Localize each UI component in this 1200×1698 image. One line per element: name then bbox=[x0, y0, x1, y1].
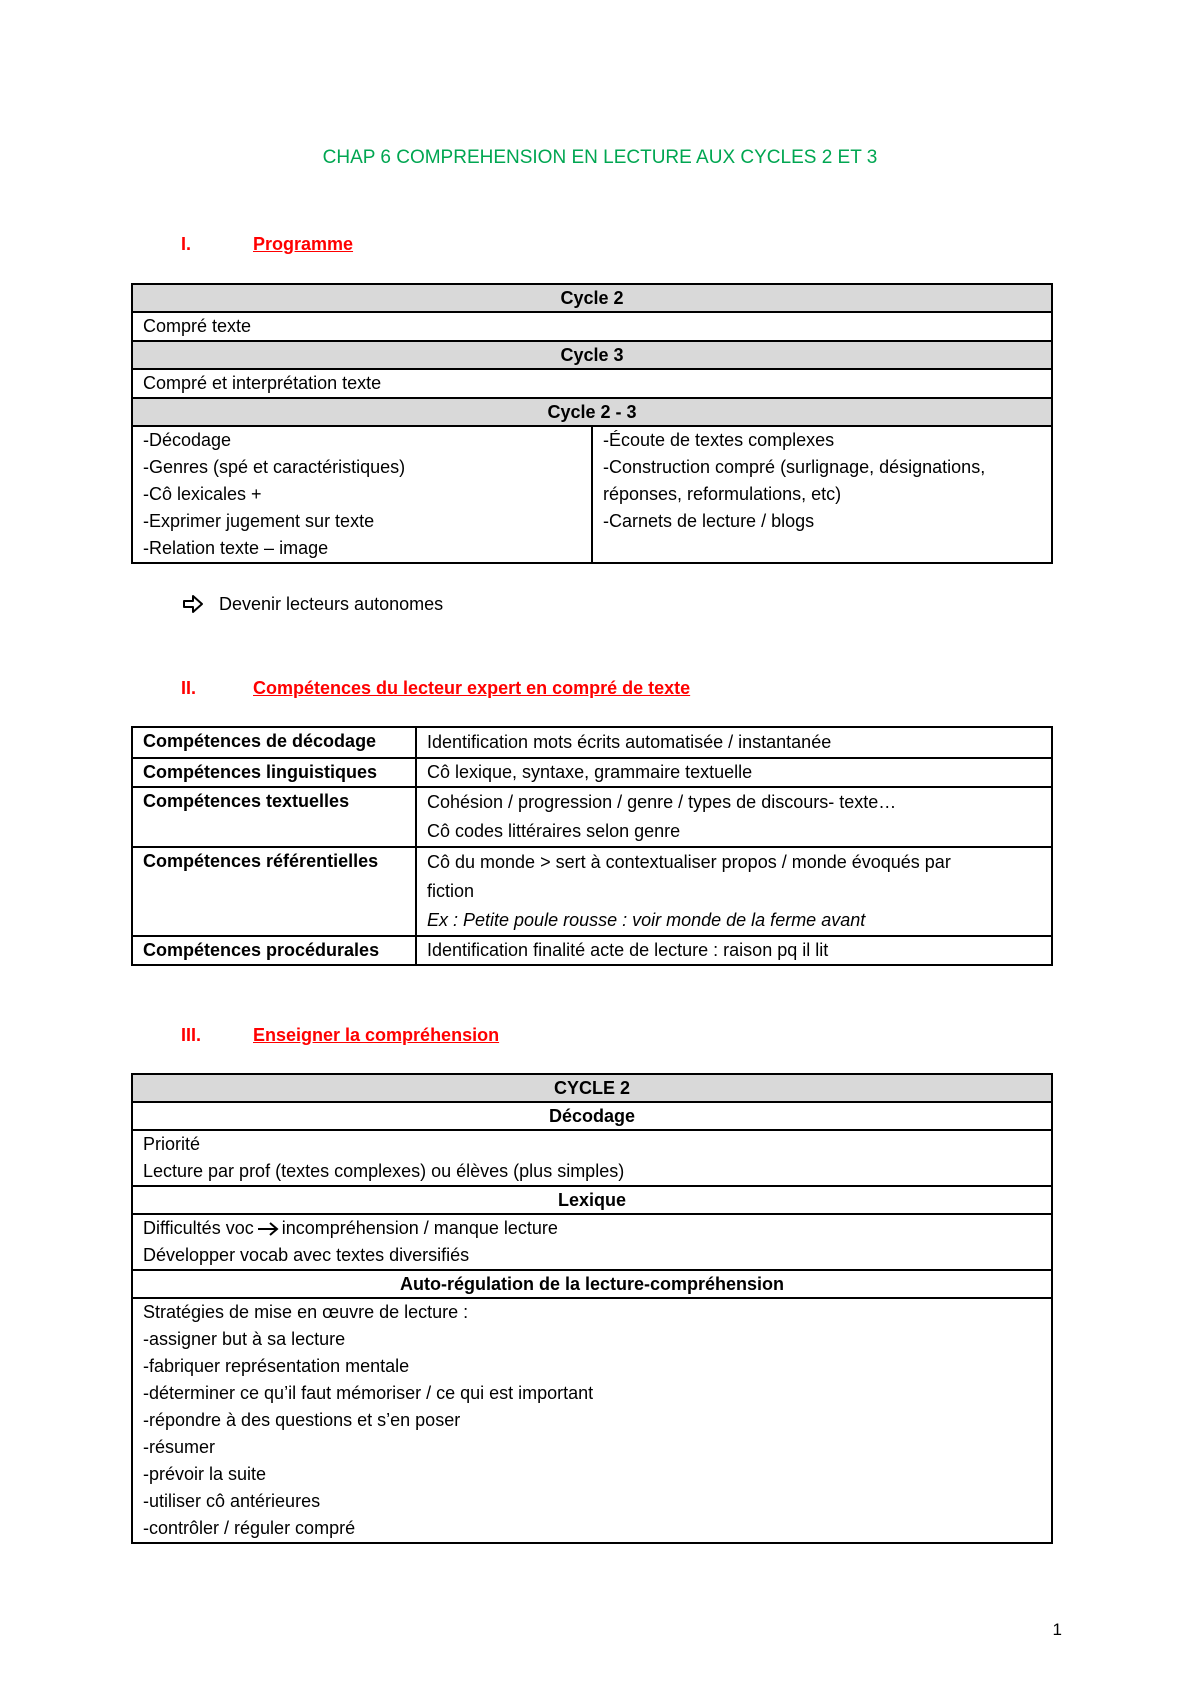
cycle2-table-header: CYCLE 2 bbox=[133, 1075, 1051, 1103]
list-item: -Carnets de lecture / blogs bbox=[603, 511, 815, 531]
competence-description bbox=[417, 759, 1051, 786]
cycle2-teaching-table bbox=[131, 1073, 1053, 1544]
cycle3-text: Compré et interprétation texte bbox=[133, 370, 1051, 399]
content-line: -utiliser cô antérieures bbox=[143, 1491, 321, 1511]
competence-name: Compétences référentielles bbox=[133, 848, 417, 935]
decodage-content bbox=[133, 1131, 1051, 1187]
competence-name: Compétences linguistiques bbox=[133, 759, 417, 786]
description-line: fiction bbox=[427, 881, 475, 901]
arrow-right-icon bbox=[257, 1222, 279, 1236]
list-item: -Construction compré (surlignage, désignations, bbox=[603, 457, 986, 477]
competence-description bbox=[417, 937, 1051, 964]
cycle2-text: Compré texte bbox=[133, 313, 1051, 342]
content-line bbox=[143, 1215, 1041, 1242]
competence-name: Compétences procédurales bbox=[133, 937, 417, 964]
conclusion-text: Devenir lecteurs autonomes bbox=[219, 594, 444, 614]
content-line: Développer vocab avec textes diversifiés bbox=[143, 1245, 470, 1265]
list-item: -Genres (spé et caractéristiques) bbox=[143, 457, 406, 477]
section-3-number: III. bbox=[181, 1025, 202, 1045]
content-line: -assigner but à sa lecture bbox=[143, 1329, 346, 1349]
decodage-header: Décodage bbox=[133, 1103, 1051, 1131]
content-line: Stratégies de mise en œuvre de lecture : bbox=[143, 1302, 469, 1322]
description-line: Cô lexique, syntaxe, grammaire textuelle bbox=[427, 762, 753, 782]
right-arrow-icon bbox=[181, 592, 205, 616]
cycle2-header: Cycle 2 bbox=[133, 285, 1051, 313]
list-item: réponses, reformulations, etc) bbox=[603, 484, 842, 504]
content-text: incompréhension / manque lecture bbox=[281, 1218, 558, 1238]
description-line: Cohésion / progression / genre / types de discours- texte… bbox=[427, 792, 897, 812]
section-1-number: I. bbox=[181, 234, 192, 254]
list-item: -Relation texte – image bbox=[143, 538, 329, 558]
competence-description bbox=[417, 788, 1051, 846]
content-line: Priorité bbox=[143, 1134, 201, 1154]
list-item: -Décodage bbox=[143, 430, 232, 450]
programme-table bbox=[131, 283, 1053, 564]
content-line: -contrôler / réguler compré bbox=[143, 1518, 356, 1538]
competences-table bbox=[131, 726, 1053, 966]
competence-description bbox=[417, 728, 1051, 757]
competence-description bbox=[417, 848, 1051, 935]
list-item: -Écoute de textes complexes bbox=[603, 430, 835, 450]
lexique-header: Lexique bbox=[133, 1187, 1051, 1215]
list-item: -Exprimer jugement sur texte bbox=[143, 511, 375, 531]
list-item: -Cô lexicales + bbox=[143, 484, 262, 504]
cycle23-content bbox=[133, 427, 1051, 562]
description-line: Cô codes littéraires selon genre bbox=[427, 821, 681, 841]
content-line: Lecture par prof (textes complexes) ou élèves (plus simples) bbox=[143, 1161, 625, 1181]
cycle23-header: Cycle 2 - 3 bbox=[133, 399, 1051, 427]
table-row bbox=[133, 937, 1051, 964]
section-2-label: Compétences du lecteur expert en compré de texte bbox=[253, 678, 691, 698]
description-line: Identification finalité acte de lecture : raison pq il lit bbox=[427, 940, 829, 960]
description-line: Cô du monde > sert à contextualiser propos / monde évoqués par bbox=[427, 852, 951, 872]
content-line: -prévoir la suite bbox=[143, 1464, 267, 1484]
table-row bbox=[133, 728, 1051, 759]
competence-name: Compétences de décodage bbox=[133, 728, 417, 757]
cycle3-header: Cycle 3 bbox=[133, 342, 1051, 370]
cycle23-left-column bbox=[133, 427, 593, 562]
competence-name: Compétences textuelles bbox=[133, 788, 417, 846]
content-line: -résumer bbox=[143, 1437, 216, 1457]
section-1-label: Programme bbox=[253, 234, 354, 254]
content-text: Difficultés voc bbox=[143, 1218, 254, 1238]
lexique-content bbox=[133, 1215, 1051, 1271]
section-3-label: Enseigner la compréhension bbox=[253, 1025, 500, 1045]
table-row bbox=[133, 788, 1051, 848]
cycle23-right-column bbox=[593, 427, 1051, 562]
content-line: -répondre à des questions et s’en poser bbox=[143, 1410, 461, 1430]
description-line: Identification mots écrits automatisée / instantanée bbox=[427, 732, 832, 752]
content-line: -déterminer ce qu’il faut mémoriser / ce qui est important bbox=[143, 1383, 594, 1403]
table-row bbox=[133, 848, 1051, 937]
content-line: -fabriquer représentation mentale bbox=[143, 1356, 410, 1376]
page-title: CHAP 6 COMPREHENSION EN LECTURE AUX CYCLES 2 ET 3 bbox=[322, 147, 878, 168]
example-line: Ex : Petite poule rousse : voir monde de la ferme avant bbox=[427, 910, 866, 930]
auto-regulation-header: Auto-régulation de la lecture-compréhension bbox=[133, 1271, 1051, 1299]
table-row bbox=[133, 759, 1051, 788]
page-number: 1 bbox=[1052, 1620, 1062, 1639]
section-2-number: II. bbox=[181, 678, 197, 698]
auto-regulation-content bbox=[133, 1299, 1051, 1542]
